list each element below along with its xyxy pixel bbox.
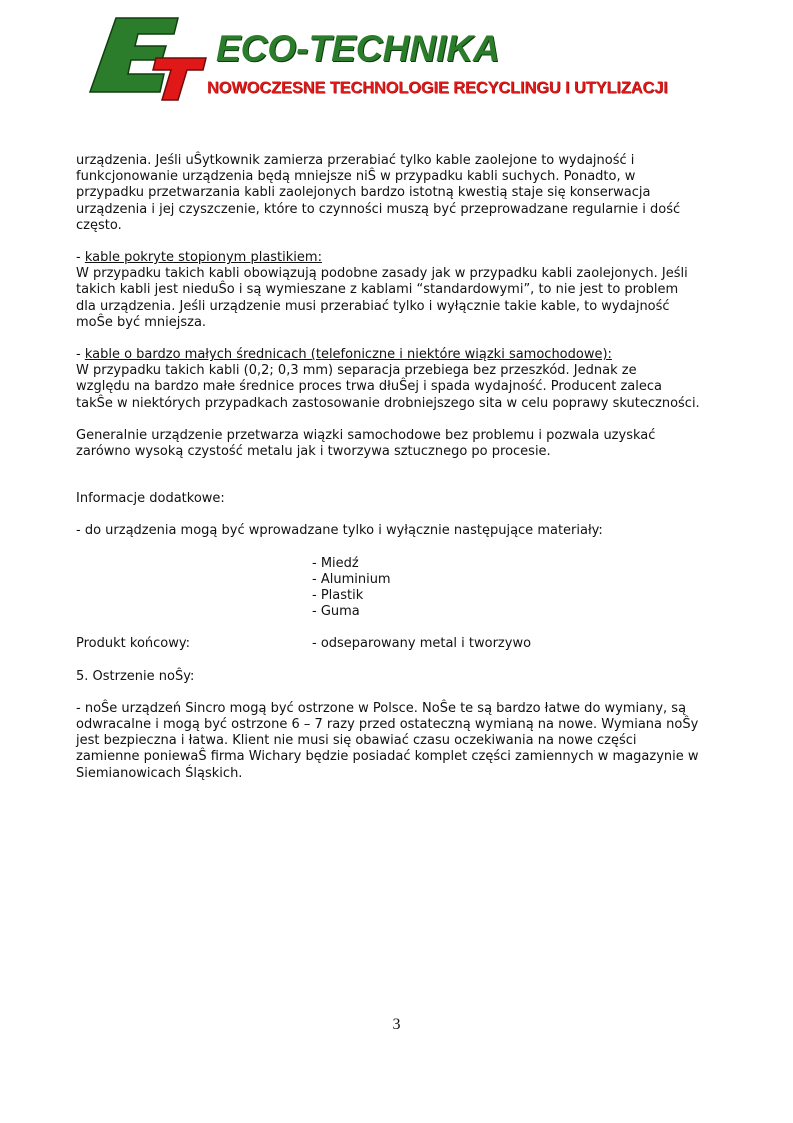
text-line: przypadku przetwarzania kabli zaolejonych bardzo istotną kwestią staje się konserwacja: [76, 185, 651, 201]
document-body: [76, 153, 726, 782]
text-line: W przypadku takich kabli obowiązują podobne zasady jak w przypadku kabli zaolejonych. Jeśli: [76, 266, 688, 282]
company-tagline: NOWOCZESNE TECHNOLOGIE RECYCLINGU I UTYLIZACJI: [207, 79, 668, 97]
section-heading-melted-plastic: - kable pokryte stopionym plastikiem:: [76, 250, 322, 266]
page-number: 3: [392, 1016, 401, 1033]
text-line: względu na bardzo małe średnice proces trwa dłuŜej i spada wydajność. Producent zaleca: [76, 379, 662, 395]
text-line: zamienne poniewaŜ firma Wichary będzie posiadać komplet części zamiennych w magazynie w: [76, 749, 699, 765]
text-line: często.: [76, 217, 122, 233]
text-line: odwracalne i mogą być ostrzone 6 – 7 razy przed ostateczną wymianą na nowe. Wymiana noŜy: [76, 717, 699, 733]
section-heading-small-cables: - kable o bardzo małych średnicach (telefoniczne i niektóre wiązki samochodowe):: [76, 347, 612, 363]
section-heading-text: kable pokryte stopionym plastikiem:: [84, 250, 322, 266]
text-line: Generalnie urządzenie przetwarza wiązki samochodowe bez problemu i pozwala uzyskać: [76, 427, 656, 443]
section-heading-text: kable o bardzo małych średnicach (telefoniczne i niektóre wiązki samochodowe):: [84, 347, 612, 363]
text-line: dla urządzenia. Jeśli urządzenie musi przerabiać tylko i wyłącznie takie kable, to wydajność: [76, 298, 670, 314]
materials-intro: - do urządzenia mogą być wprowadzane tylko i wyłącznie następujące materiały:: [76, 523, 603, 539]
product-value: - odseparowany metal i tworzywo: [312, 636, 532, 652]
material-item: - Aluminium: [312, 571, 391, 587]
text-line: urządzenia. Jeśli uŜytkownik zamierza przerabiać tylko kable zaolejone to wydajność i: [76, 153, 635, 168]
text-line: takich kabli jest nieduŜo i są wymieszane z kablami “standardowymi”, to nie jest to problem: [76, 282, 679, 298]
info-heading: Informacje dodatkowe:: [76, 491, 225, 507]
text-line: zarówno wysoką czystość metalu jak i tworzywa sztucznego po procesie.: [76, 444, 551, 460]
text-line: takŜe w niektórych przypadkach zastosowanie drobniejszego sita w celu poprawy skuteczności.: [76, 395, 700, 411]
text-line: jest bezpieczna i łatwa. Klient nie musi się obawiać czasu oczekiwania na nowe części: [76, 733, 637, 749]
material-item: - Plastik: [312, 588, 364, 604]
text-line: W przypadku takich kabli (0,2; 0,3 mm) separacja przebiega bez przeszkód. Jednak ze: [76, 363, 637, 379]
material-item: - Guma: [312, 604, 360, 620]
text-line: moŜe być mniejsza.: [76, 314, 207, 330]
company-name: ECO-TECHNIKA: [216, 28, 500, 69]
product-label: Produkt końcowy:: [76, 636, 190, 652]
material-item: - Miedź: [312, 555, 359, 571]
eco-technika-logo: [86, 12, 210, 102]
text-line: funkcjonowanie urządzenia będą mniejsze niŜ w przypadku kabli suchych. Ponadto, w: [76, 169, 636, 185]
text-line: - noŜe urządzeń Sincro mogą być ostrzone w Polsce. NoŜe te są bardzo łatwe do wymiany, są: [76, 700, 687, 716]
text-line: urządzenia i jej czyszczenie, które to czynności muszą być przeprowadzane regularnie i dość: [76, 201, 681, 217]
section5-heading: 5. Ostrzenie noŜy:: [76, 668, 195, 684]
text-line: Siemianowicach Śląskich.: [76, 765, 243, 781]
